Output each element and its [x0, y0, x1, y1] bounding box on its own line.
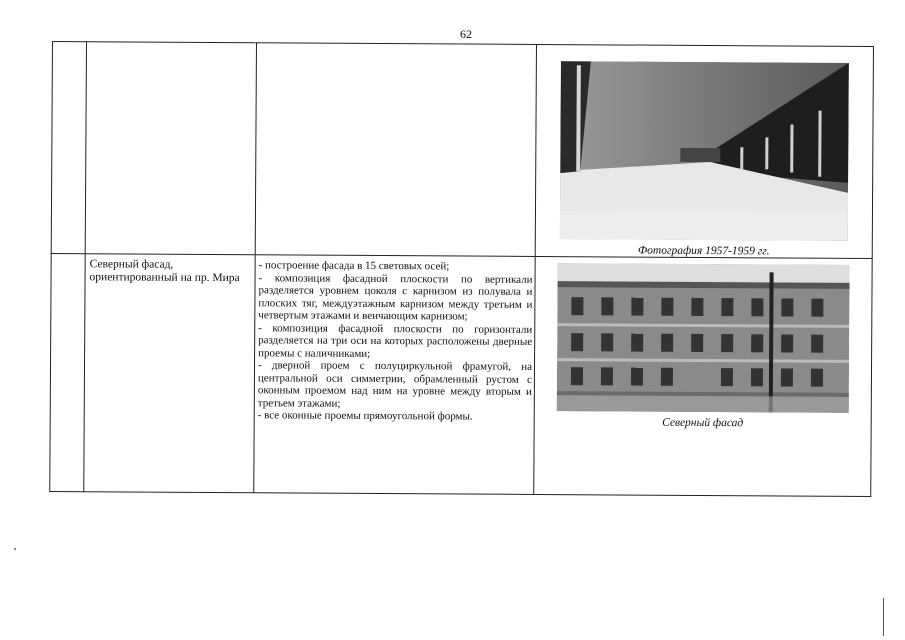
photo-cell — [535, 44, 873, 258]
number-cell — [51, 42, 86, 254]
list-item: - построение фасада в 15 световых осей; — [258, 259, 450, 273]
historic-street-photo — [560, 61, 849, 241]
page-number: 62 — [460, 27, 472, 41]
feature-list — [255, 255, 535, 423]
scan-edge-mark — [883, 598, 884, 636]
scan-speck — [14, 548, 16, 550]
number-cell — [50, 253, 85, 491]
name-cell — [84, 254, 255, 493]
photo-caption: Фотография 1957-1959 гг. — [637, 244, 770, 258]
facade-photo — [557, 263, 850, 413]
list-item: - композиция фасадной плоскости по горизонтали разделяется на три оси на которых расположены дверные проемы с наличниками; — [258, 321, 533, 360]
name-cell — [85, 42, 256, 255]
description-cell — [255, 43, 536, 257]
object-name — [87, 42, 256, 47]
table-row — [50, 253, 872, 496]
list-item: - композиция фасадной плоскости по вертикали разделяется уровнем цоколя с карнизом из полувала и плоских тяг, междуэтажным карнизом между третьим и четвертым этажами и венчающим карнизом; — [258, 271, 533, 323]
list-item: - дверной проем с полуциркульной фрамугой, на центральной оси симметрии, обрамленный рустом с оконным проемом над ним на уровне между вторым и третьем этажами; — [257, 359, 533, 410]
photo-caption: Северный фасад — [662, 416, 744, 430]
photo-cell — [534, 256, 872, 496]
table-row — [51, 42, 873, 259]
object-name: Северный фасад, ориентированный на пр. Мира — [89, 258, 240, 285]
document-table — [49, 41, 874, 497]
list-item: - все оконные проемы прямоугольной формы. — [257, 409, 473, 423]
description-cell — [254, 255, 535, 495]
